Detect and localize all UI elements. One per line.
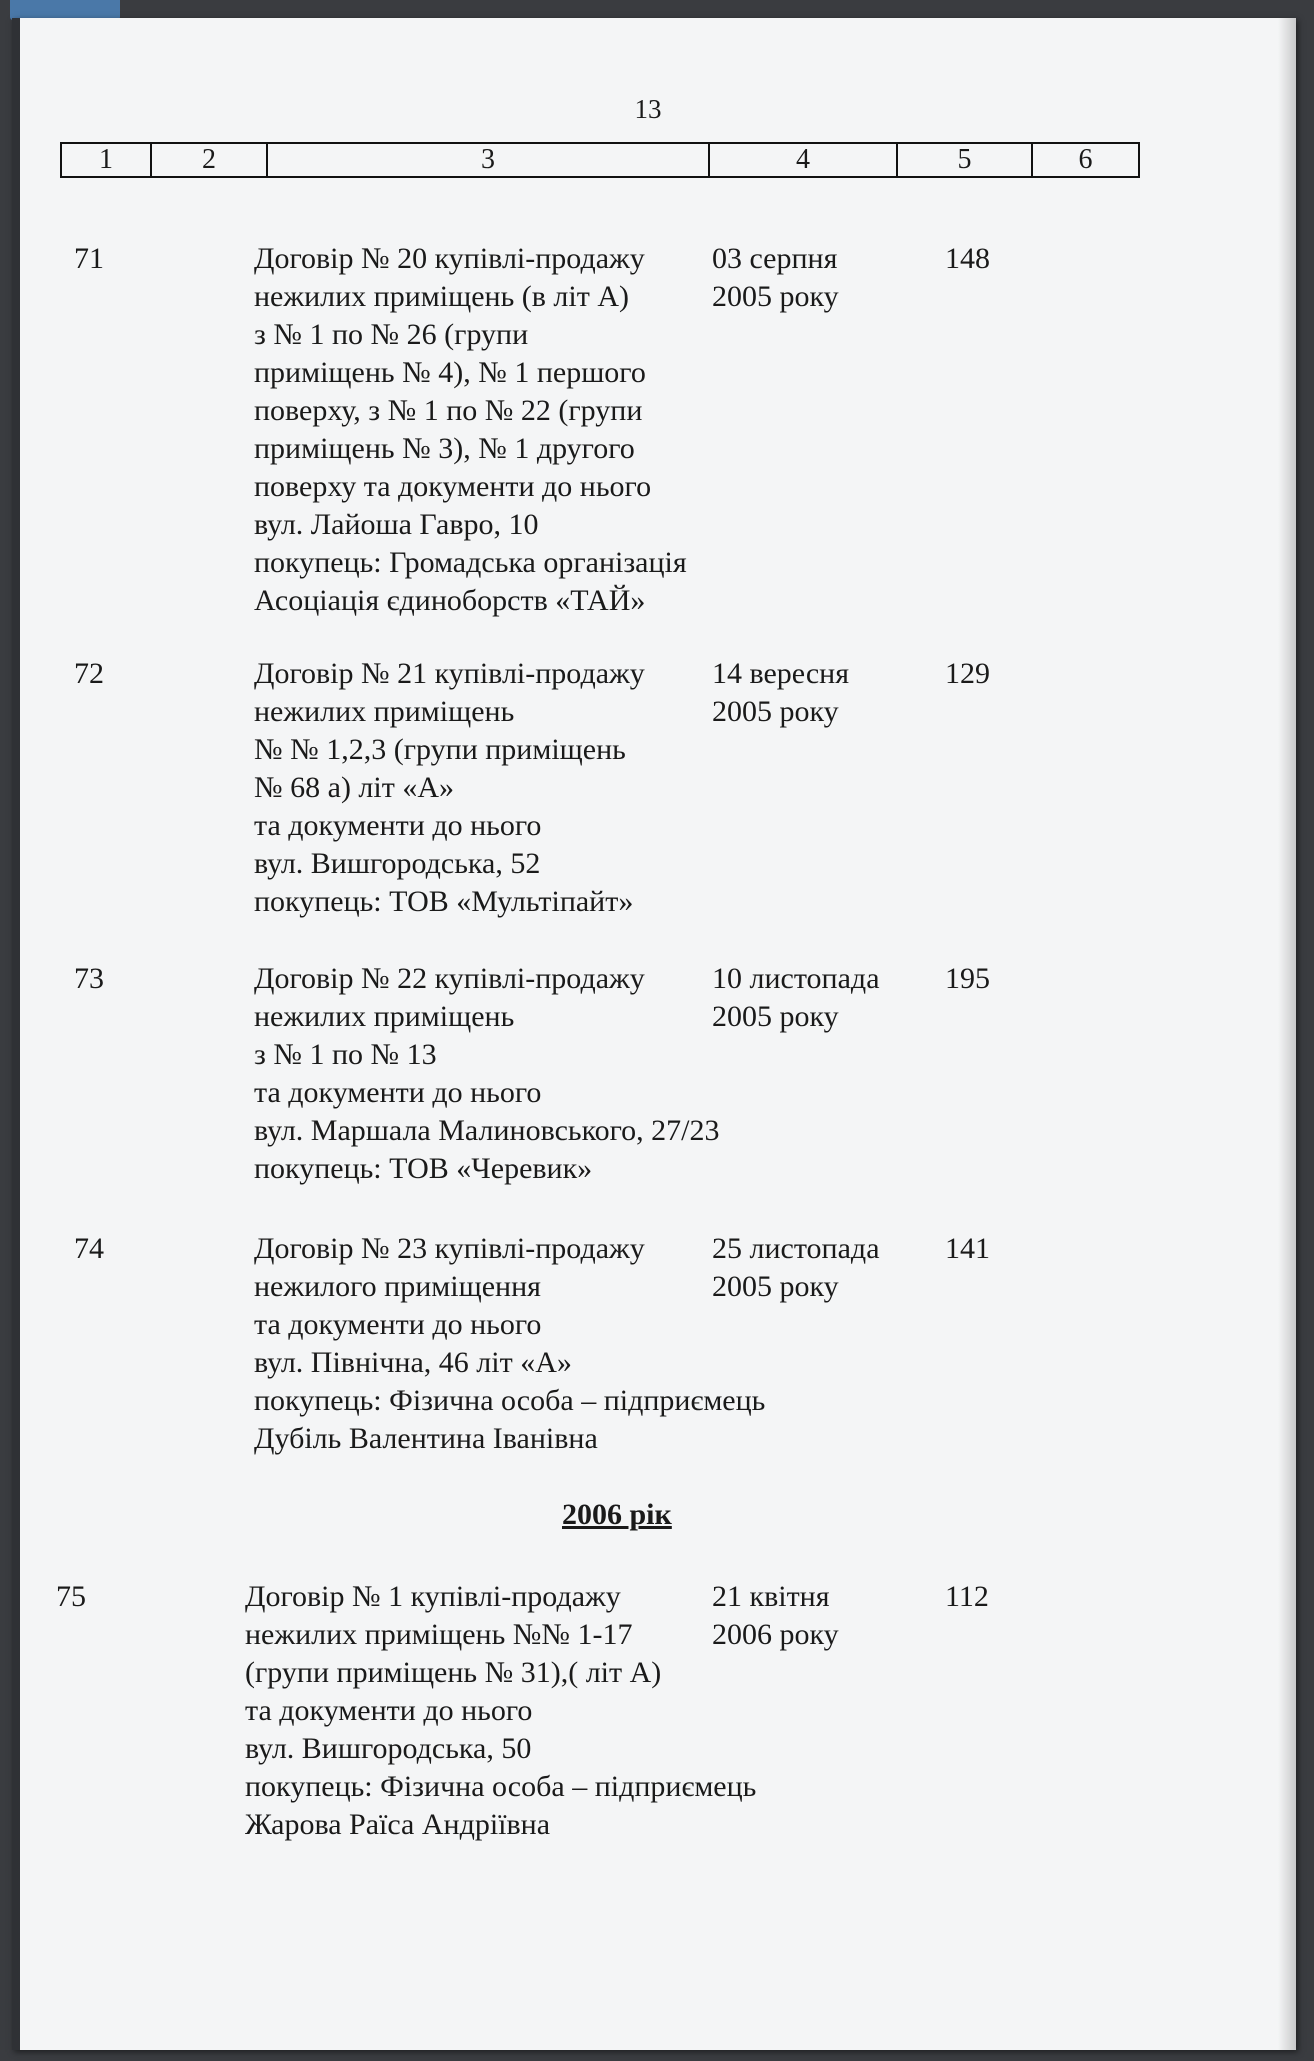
entry-date xyxy=(712,1578,902,1654)
description-line: Договір № 22 купівлі-продажу xyxy=(254,962,645,995)
description-line: та документи до нього xyxy=(254,1076,542,1109)
date-line: 2005 року xyxy=(712,1270,839,1303)
entry-pages: 112 xyxy=(945,1580,989,1613)
description-line: покупець: ТОВ «Черевик» xyxy=(254,1152,593,1185)
entry-date xyxy=(712,960,902,1036)
entry-date xyxy=(712,1230,902,1306)
description-line: Договір № 23 купівлі-продажу xyxy=(254,1232,645,1265)
description-line: вул. Північна, 46 літ «А» xyxy=(254,1346,572,1379)
entry-pages: 141 xyxy=(945,1232,990,1265)
description-line: покупець: Громадська організація xyxy=(254,546,687,579)
entry-pages: 129 xyxy=(945,657,990,690)
description-line: приміщень № 3), № 1 другого xyxy=(254,432,635,465)
entry-description xyxy=(254,960,774,1188)
entry-number: 71 xyxy=(74,242,104,275)
description-line: нежилого приміщення xyxy=(254,1270,541,1303)
description-line: Жарова Раїса Андріївна xyxy=(245,1808,551,1841)
entry-pages: 148 xyxy=(945,242,990,275)
description-line: нежилих приміщень (в літ А) xyxy=(254,280,629,313)
column-header-table xyxy=(60,142,1140,178)
description-line: нежилих приміщень xyxy=(254,1000,515,1033)
entry-description xyxy=(254,1230,774,1458)
description-line: Асоціація єдиноборств «ТАЙ» xyxy=(254,584,646,617)
date-line: 2005 року xyxy=(712,1000,839,1033)
date-line: 14 вересня xyxy=(712,657,850,690)
description-line: нежилих приміщень xyxy=(254,695,515,728)
binding-tape xyxy=(10,0,120,20)
entry-description xyxy=(245,1578,765,1844)
description-line: Договір № 1 купівлі-продажу xyxy=(245,1580,621,1613)
description-line: з № 1 по № 13 xyxy=(254,1038,437,1071)
column-header-1: 1 xyxy=(61,143,151,177)
description-line: вул. Маршала Малиновського, 27/23 xyxy=(254,1114,720,1147)
description-line: вул. Вишгородська, 50 xyxy=(245,1732,532,1765)
page-edge-shadow xyxy=(1278,18,1296,2050)
entry-pages: 195 xyxy=(945,962,990,995)
description-line: № 68 а) літ «А» xyxy=(254,771,455,804)
column-header-3: 3 xyxy=(267,143,709,177)
entry-number: 75 xyxy=(56,1580,86,1613)
description-line: та документи до нього xyxy=(254,809,542,842)
page-number: 13 xyxy=(634,94,662,124)
entry-number: 72 xyxy=(74,657,104,690)
description-line: покупець: ТОВ «Мультіпайт» xyxy=(254,885,634,918)
description-line: вул. Лайоша Гавро, 10 xyxy=(254,508,539,541)
description-line: № № 1,2,3 (групи приміщень xyxy=(254,733,626,766)
entry-date xyxy=(712,240,902,316)
column-header-5: 5 xyxy=(897,143,1032,177)
description-line: Дубіль Валентина Іванівна xyxy=(254,1422,598,1455)
entry-description xyxy=(254,655,774,921)
column-header-6: 6 xyxy=(1032,143,1139,177)
description-line: та документи до нього xyxy=(254,1308,542,1341)
date-line: 2005 року xyxy=(712,280,839,313)
date-line: 25 листопада xyxy=(712,1232,880,1265)
entry-description xyxy=(254,240,774,620)
description-line: покупець: Фізична особа – підприємець xyxy=(254,1384,766,1417)
description-line: поверху та документи до нього xyxy=(254,470,652,503)
description-line: приміщень № 4), № 1 першого xyxy=(254,356,646,389)
date-line: 10 листопада xyxy=(712,962,880,995)
column-header-4: 4 xyxy=(709,143,897,177)
description-line: поверху, з № 1 по № 22 (групи xyxy=(254,394,643,427)
document-page xyxy=(12,18,1296,2050)
description-line: з № 1 по № 26 (групи xyxy=(254,318,529,351)
description-line: Договір № 20 купівлі-продажу xyxy=(254,242,645,275)
year-heading: 2006 рік xyxy=(562,1498,672,1531)
date-line: 21 квітня xyxy=(712,1580,830,1613)
description-line: та документи до нього xyxy=(245,1694,533,1727)
date-line: 2005 року xyxy=(712,695,839,728)
description-line: нежилих приміщень №№ 1-17 xyxy=(245,1618,633,1651)
entry-number: 74 xyxy=(74,1232,104,1265)
date-line: 2006 року xyxy=(712,1618,839,1651)
date-line: 03 серпня xyxy=(712,242,838,275)
column-header-2: 2 xyxy=(151,143,267,177)
entry-number: 73 xyxy=(74,962,104,995)
description-line: вул. Вишгородська, 52 xyxy=(254,847,541,880)
entry-date xyxy=(712,655,902,731)
description-line: Договір № 21 купівлі-продажу xyxy=(254,657,645,690)
description-line: (групи приміщень № 31),( літ А) xyxy=(245,1656,662,1689)
description-line: покупець: Фізична особа – підприємець xyxy=(245,1770,757,1803)
